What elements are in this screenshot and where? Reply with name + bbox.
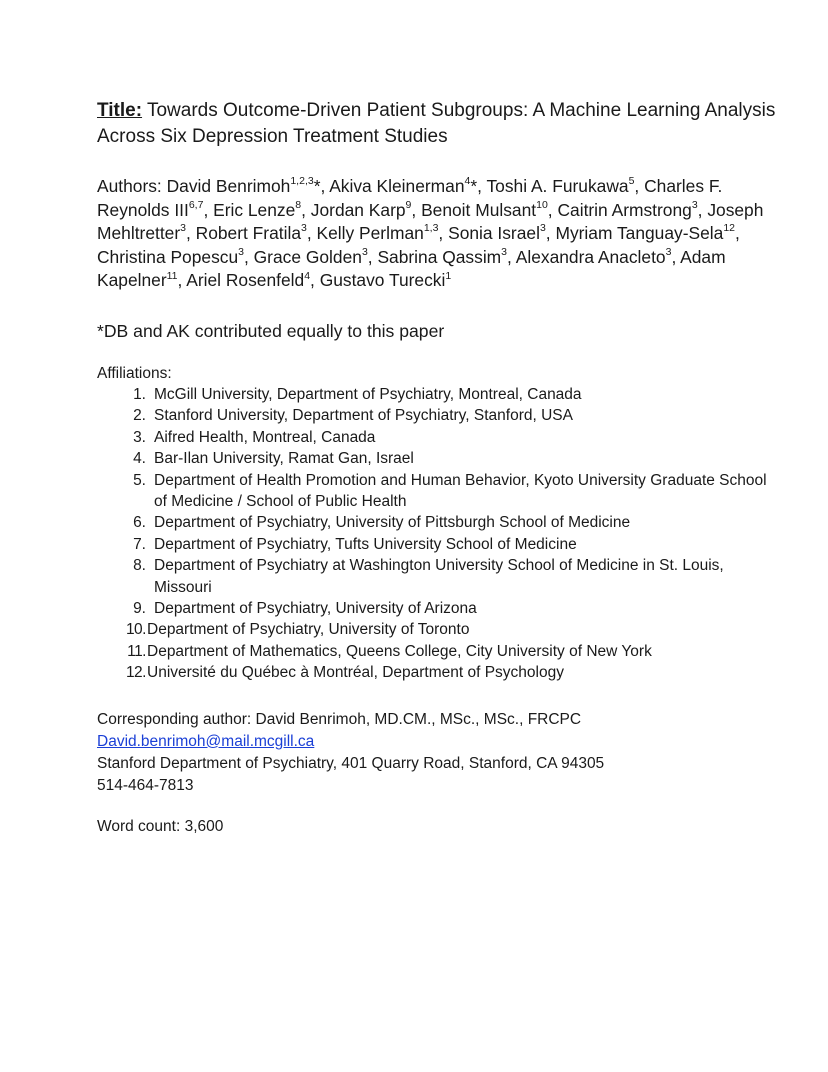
author-name: Caitrin Armstrong [557, 199, 692, 220]
author-name: Sonia Israel [448, 223, 540, 244]
author-separator: , [697, 199, 708, 220]
affiliation-item [97, 512, 777, 533]
author-separator: , [306, 223, 317, 244]
paper-title [97, 98, 777, 150]
affiliation-number: 7. [133, 535, 146, 553]
equal-contribution-note: *DB and AK contributed equally to this paper [97, 320, 445, 341]
author-entry [167, 176, 330, 196]
affiliation-number: 8. [133, 557, 146, 575]
author-entry [516, 247, 680, 267]
author-separator: , [203, 199, 214, 220]
author-affiliation-marker: 1 [445, 269, 452, 282]
affiliation-number: 10. [125, 621, 146, 639]
author-affiliation-marker: 1,2,3 [290, 175, 314, 188]
author-separator: , [177, 270, 187, 291]
author-affiliation-marker: 3 [691, 198, 698, 211]
author-affiliation-marker: 10 [536, 198, 548, 211]
author-entry [377, 247, 515, 267]
author-name: Akiva Kleinerman [329, 176, 465, 196]
author-separator: , [243, 246, 254, 267]
author-affiliation-marker: 8 [295, 198, 302, 211]
affiliation-text: Aifred Health, Montreal, Canada [154, 428, 376, 446]
author-separator: , [310, 270, 320, 291]
word-count: Word count: 3,600 [97, 817, 224, 835]
affiliation-number: 11. [127, 642, 146, 660]
author-items [97, 176, 763, 290]
author-entry [320, 270, 452, 290]
author-separator: *, [313, 176, 330, 196]
affiliation-item [97, 405, 777, 426]
title-label: Title: [97, 100, 143, 121]
author-entry [555, 223, 739, 243]
author-affiliation-marker: 3 [361, 245, 368, 258]
author-entry [421, 200, 557, 220]
affiliation-number: 1. [133, 385, 146, 403]
author-separator: , [671, 246, 681, 267]
author-affiliation-marker: 12 [723, 222, 735, 235]
affiliations-heading: Affiliations: [97, 364, 172, 382]
author-name: Grace Golden [253, 246, 362, 267]
affiliation-text: Department of Psychiatry at Washington University School of Medicine in St. Louis, Missouri [154, 557, 724, 596]
affiliation-item [97, 555, 777, 598]
corresponding-email-link[interactable]: David.benrimoh@mail.mcgill.ca [97, 732, 315, 750]
affiliation-item [97, 641, 777, 662]
author-name: Ariel Rosenfeld [186, 270, 305, 291]
author-affiliation-marker: 6,7 [188, 198, 204, 211]
author-affiliation-marker: 3 [238, 245, 244, 258]
author-affiliation-marker: 3 [501, 245, 508, 258]
corresponding-address: Stanford Department of Psychiatry, 401 Quarry Road, Stanford, CA 94305 [97, 754, 605, 772]
author-affiliation-marker: 3 [665, 245, 672, 258]
author-affiliation-marker: 1,3 [423, 222, 439, 235]
affiliation-number: 6. [133, 514, 146, 532]
author-entry [254, 247, 378, 267]
affiliation-text: McGill University, Department of Psychiatry, Montreal, Canada [154, 385, 582, 403]
author-name: Alexandra Anacleto [515, 246, 666, 267]
author-separator: , [735, 223, 740, 244]
author-separator: , [507, 246, 516, 267]
affiliation-text: Department of Psychiatry, University of Pittsburgh School of Medicine [154, 514, 631, 532]
author-name: Toshi A. Furukawa [486, 176, 629, 196]
author-entry [196, 223, 317, 243]
author-separator: , [547, 199, 558, 220]
author-separator: , [545, 223, 556, 244]
affiliation-text: Department of Health Promotion and Human Behavior, Kyoto University Graduate School of Medicine / School of Public Health [154, 471, 767, 510]
author-separator: , [634, 176, 645, 196]
author-entry [557, 200, 707, 220]
author-name: Eric Lenze [213, 199, 296, 220]
author-entry [311, 200, 421, 220]
affiliation-number: 12. [125, 664, 146, 682]
author-name: Christina Popescu [97, 246, 239, 267]
affiliation-item [97, 470, 777, 513]
authors-prefix: Authors: [97, 176, 167, 196]
affiliation-item [97, 534, 777, 555]
affiliation-number: 9. [133, 600, 146, 618]
author-separator: *, [470, 176, 487, 196]
author-separator: , [185, 223, 196, 244]
affiliation-item [97, 598, 777, 619]
affiliation-text: Department of Mathematics, Queens College, City University of New York [147, 642, 652, 660]
author-name: Robert Fratila [195, 223, 301, 244]
affiliation-number: 2. [133, 407, 146, 425]
author-affiliation-marker: 11 [166, 269, 178, 282]
affiliation-item [97, 448, 777, 469]
corresponding-author-block [97, 709, 777, 797]
author-name: Jordan Karp [310, 199, 406, 220]
affiliation-text: Department of Psychiatry, Tufts University School of Medicine [154, 535, 577, 553]
affiliation-text: Université du Québec à Montréal, Department of Psychology [147, 664, 564, 682]
affiliation-text: Department of Psychiatry, University of Arizona [154, 600, 477, 618]
author-affiliation-marker: 3 [180, 222, 186, 235]
affiliation-item [97, 384, 777, 405]
author-name: Myriam Tanguay-Sela [555, 223, 724, 244]
author-name: Charles F. Reynolds III [97, 176, 723, 220]
affiliation-text: Department of Psychiatry, University of Toronto [147, 621, 470, 639]
author-affiliation-marker: 5 [628, 175, 635, 188]
affiliations-list [97, 384, 777, 684]
affiliation-item [97, 619, 777, 640]
author-name: Adam Kapelner [97, 246, 726, 291]
affiliation-item [97, 662, 777, 683]
author-entry [186, 270, 319, 290]
author-entry [486, 176, 644, 196]
author-affiliation-marker: 4 [304, 269, 311, 282]
author-name: Gustavo Turecki [319, 270, 446, 291]
affiliation-number: 3. [133, 428, 146, 446]
author-entry [213, 200, 311, 220]
affiliation-number: 5. [133, 471, 146, 489]
affiliation-text: Bar-Ilan University, Ramat Gan, Israel [154, 450, 414, 468]
author-name: Joseph Mehltretter [97, 199, 764, 244]
author-name: Benoit Mulsant [421, 199, 537, 220]
affiliation-text: Stanford University, Department of Psychiatry, Stanford, USA [154, 407, 573, 425]
author-entry [97, 247, 254, 267]
author-entry [317, 223, 449, 243]
author-affiliation-marker: 4 [464, 175, 471, 188]
author-entry [329, 176, 486, 196]
author-separator: , [301, 199, 311, 220]
author-name: David Benrimoh [166, 176, 291, 196]
corresponding-phone: 514-464-7813 [97, 776, 194, 794]
author-entry [448, 223, 555, 243]
author-name: Sabrina Qassim [377, 246, 502, 267]
author-separator: , [411, 199, 422, 220]
title-text: Towards Outcome-Driven Patient Subgroups: A Machine Learning Analysis Across Six Depression Treatment Studies [97, 100, 776, 147]
author-name: Kelly Perlman [316, 223, 424, 244]
author-affiliation-marker: 9 [405, 198, 412, 211]
affiliation-number: 4. [133, 450, 146, 468]
author-list [97, 175, 777, 293]
author-affiliation-marker: 3 [301, 222, 307, 235]
title-page [97, 98, 777, 838]
corresponding-author-line: Corresponding author: David Benrimoh, MD.CM., MSc., MSc., FRCPC [97, 710, 582, 728]
author-separator: , [438, 223, 449, 244]
author-separator: , [367, 246, 378, 267]
affiliation-item [97, 427, 777, 448]
author-affiliation-marker: 3 [539, 222, 546, 235]
